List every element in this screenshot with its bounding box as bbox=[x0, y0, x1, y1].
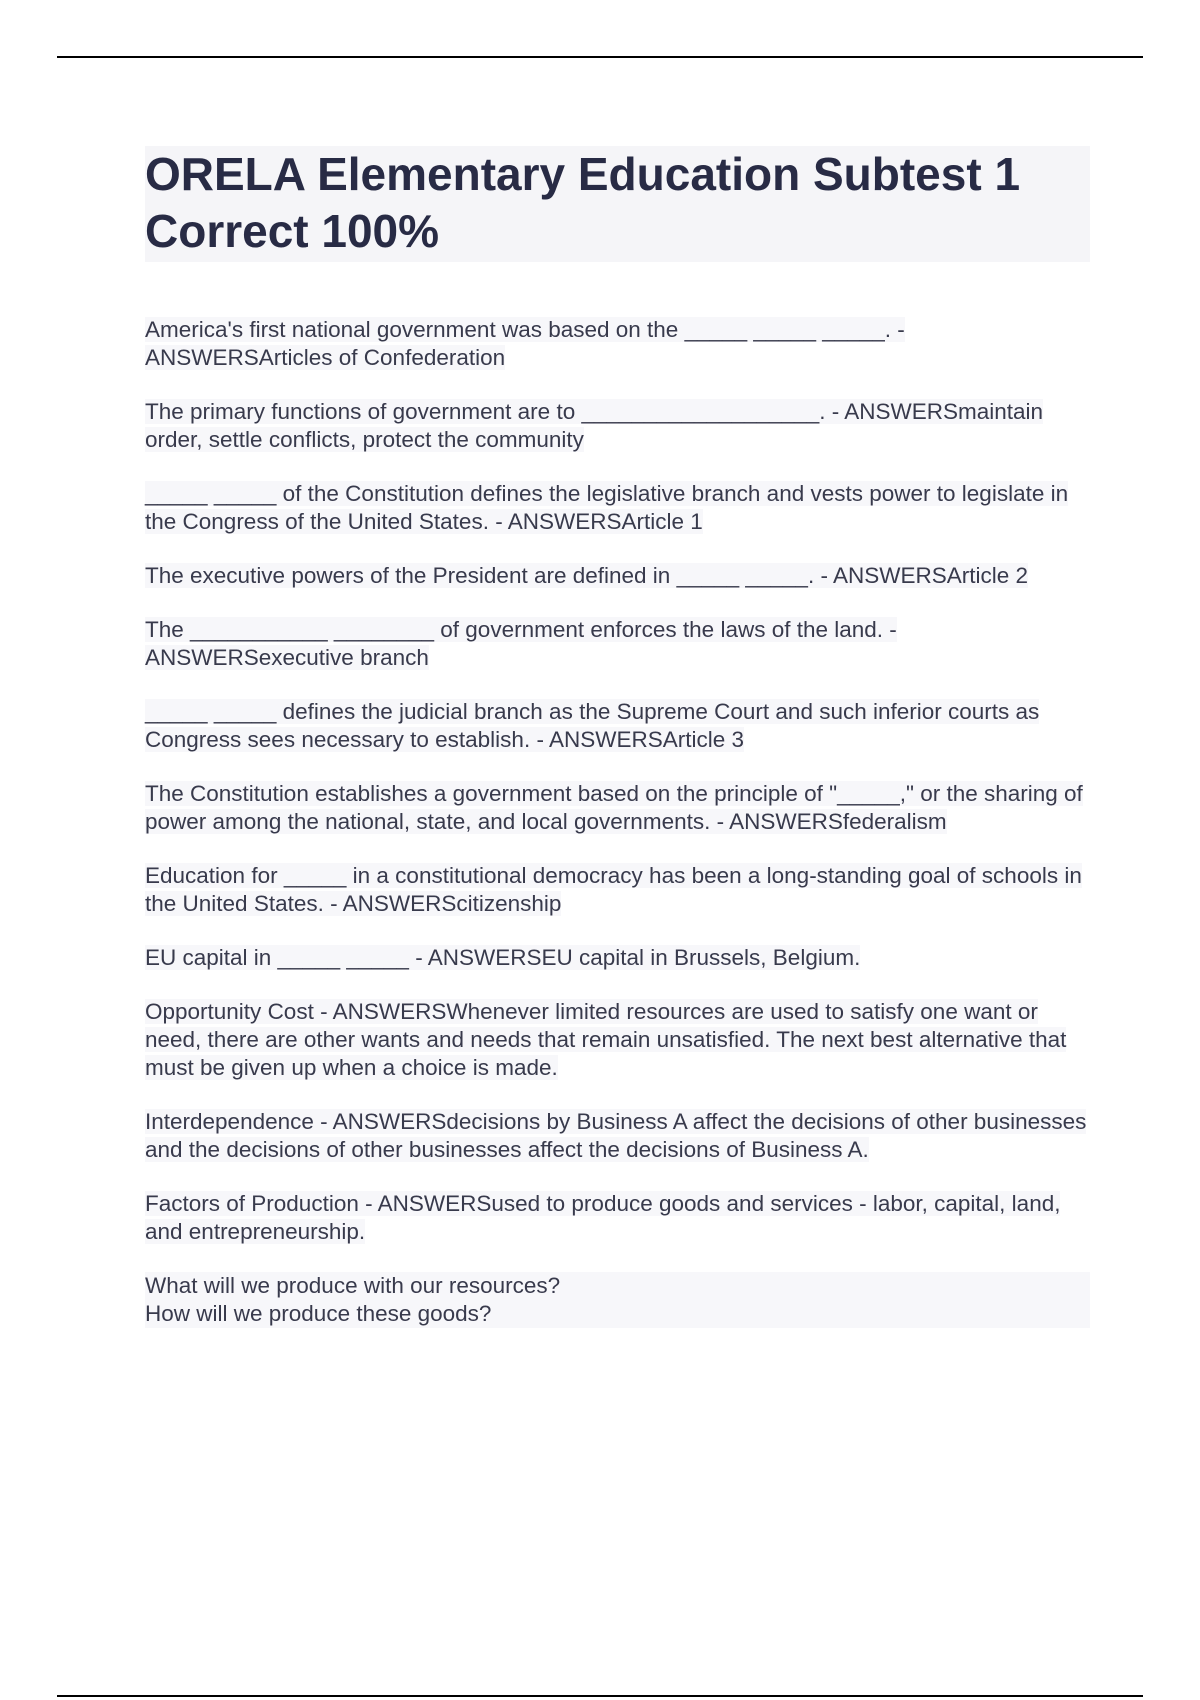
qa-item-7: The Constitution establishes a government based on the principle of "_____," or the sharing of power among the national, state, and local governments. - ANSWERSfederalism bbox=[145, 781, 1083, 834]
qa-item-10: Opportunity Cost - ANSWERSWhenever limited resources are used to satisfy one want or need, there are other wants and needs that remain unsatisfied. The next best alternative that must be given up when a choice is made. bbox=[145, 999, 1067, 1080]
qa-item-13 bbox=[145, 1272, 1090, 1328]
qa-item-8: Education for _____ in a constitutional democracy has been a long-standing goal of schools in the United States. - ANSWERScitizenship bbox=[145, 863, 1082, 916]
top-rule bbox=[57, 56, 1143, 58]
qa-item-1: America's first national government was based on the _____ _____ _____. - ANSWERSArticles of Confederation bbox=[145, 317, 905, 370]
qa-item-6: _____ _____ defines the judicial branch as the Supreme Court and such inferior courts as Congress sees necessary to establish. - ANSWERSArticle 3 bbox=[145, 699, 1040, 752]
qa-list bbox=[145, 316, 1090, 1328]
document-title: ORELA Elementary Education Subtest 1 Correct 100% bbox=[145, 146, 1090, 262]
bottom-rule bbox=[57, 1695, 1143, 1697]
qa-item-13-line-2: How will we produce these goods? bbox=[145, 1300, 1090, 1328]
qa-item-3: _____ _____ of the Constitution defines the legislative branch and vests power to legislate in the Congress of the United States. - ANSWERSArticle 1 bbox=[145, 481, 1069, 534]
qa-item-4: The executive powers of the President are defined in _____ _____. - ANSWERSArticle 2 bbox=[145, 563, 1028, 588]
qa-item-9: EU capital in _____ _____ - ANSWERSEU capital in Brussels, Belgium. bbox=[145, 945, 861, 970]
document-body bbox=[145, 146, 1090, 1354]
qa-item-13-line-1: What will we produce with our resources? bbox=[145, 1272, 1090, 1300]
qa-item-11: Interdependence - ANSWERSdecisions by Business A affect the decisions of other businesses and the decisions of other businesses affect the decisions of Business A. bbox=[145, 1109, 1087, 1162]
qa-item-12: Factors of Production - ANSWERSused to produce goods and services - labor, capital, land, and entrepreneurship. bbox=[145, 1191, 1061, 1244]
qa-item-2: The primary functions of government are to ___________________. - ANSWERSmaintain order, settle conflicts, protect the community bbox=[145, 399, 1044, 452]
qa-item-5: The ___________ ________ of government enforces the laws of the land. - ANSWERSexecutive branch bbox=[145, 617, 897, 670]
